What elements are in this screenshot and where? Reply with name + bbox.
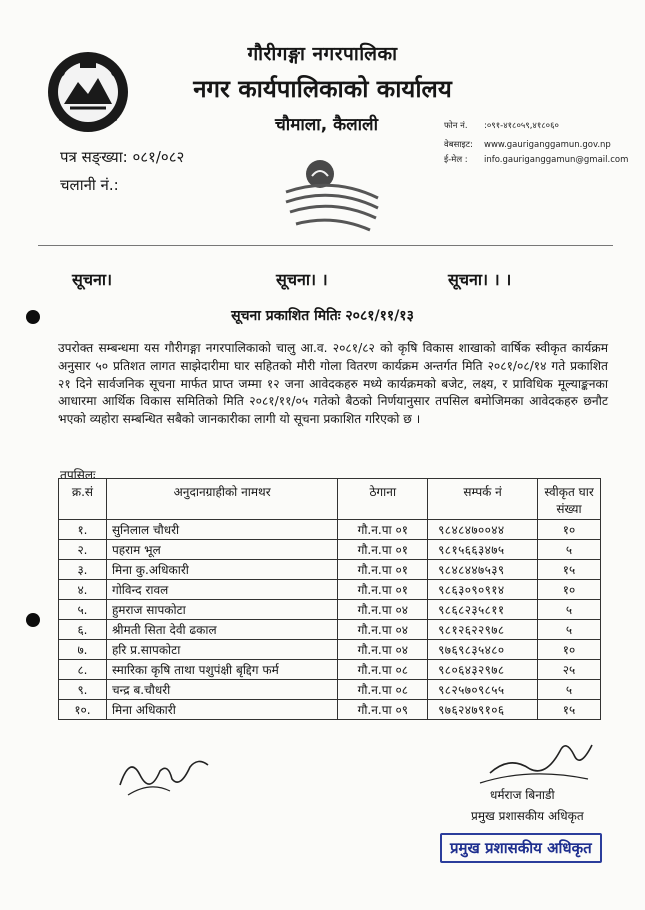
phone-line: [444, 120, 559, 131]
email-link[interactable]: info.gauriganggamun@gmail.com: [484, 155, 629, 165]
cell-name: चन्द्र ब.चौधरी: [106, 680, 337, 700]
cell-sn: ७.: [59, 640, 107, 660]
cell-phone: ९८१५६६३४७५: [428, 540, 538, 560]
cell-count: २५: [538, 660, 601, 680]
table-row: [59, 540, 601, 560]
cell-name: स्मारिका कृषि ताथा पशुपंक्षी बृद्दिग फर्म: [106, 660, 337, 680]
cell-sn: ६.: [59, 620, 107, 640]
signature-icon: [470, 725, 600, 790]
cell-phone: ९७६९८३५४८०: [428, 640, 538, 660]
officer-title: प्रमुख प्रशासकीय अधिकृत: [471, 809, 584, 823]
table-row: [59, 680, 601, 700]
cell-name: सुनिलाल चौधरी: [106, 520, 337, 540]
notice-label-2: सूचना। ।: [276, 270, 328, 289]
cell-address: गौ.न.पा ०४: [338, 640, 428, 660]
cell-sn: ८.: [59, 660, 107, 680]
cell-name: पहराम भूल: [106, 540, 337, 560]
office-name: नगर कार्यपालिकाको कार्यालय: [193, 75, 452, 103]
email-label: ई-मेल :: [444, 155, 468, 165]
signature-icon: [110, 745, 220, 805]
cell-sn: ३.: [59, 560, 107, 580]
table-row: [59, 640, 601, 660]
cell-address: गौ.न.पा ०४: [338, 600, 428, 620]
table-row: [59, 600, 601, 620]
cell-address: गौ.न.पा ०१: [338, 520, 428, 540]
cell-sn: ९.: [59, 680, 107, 700]
cell-name: हुमराज सापकोटा: [106, 600, 337, 620]
cell-address: गौ.न.पा ०१: [338, 560, 428, 580]
cell-count: १०: [538, 520, 601, 540]
cell-count: १५: [538, 560, 601, 580]
table-row: [59, 620, 601, 640]
website-link[interactable]: www.gauriganggamun.gov.np: [484, 140, 611, 150]
punch-hole: [26, 613, 40, 627]
cell-sn: १.: [59, 520, 107, 540]
col-header-phone: सम्पर्क नं: [428, 479, 538, 520]
officer-stamp: प्रमुख प्रशासकीय अधिकृत: [440, 833, 602, 863]
cell-phone: ९८६८२३५८११: [428, 600, 538, 620]
table-header-row: [59, 479, 601, 520]
letter-number: पत्र सङ्ख्या: ०८१/०८२: [60, 148, 185, 166]
website-line: [444, 139, 611, 150]
cell-name: श्रीमती सिता देवी ढकाल: [106, 620, 337, 640]
cell-phone: ९८४८४७००४४: [428, 520, 538, 540]
cell-name: मिना अधिकारी: [106, 700, 337, 720]
cell-address: गौ.न.पा ०४: [338, 620, 428, 640]
cell-phone: ९८६३०९०९१४: [428, 580, 538, 600]
cell-address: गौ.न.पा ०१: [338, 540, 428, 560]
cell-name: मिना कु.अधिकारी: [106, 560, 337, 580]
office-seal-icon: [278, 148, 388, 238]
cell-name: गोविन्द रावल: [106, 580, 337, 600]
col-header-sn: क्र.सं: [59, 479, 107, 520]
notice-label-3: सूचना। । ।: [448, 270, 512, 289]
table-row: [59, 560, 601, 580]
cell-sn: ४.: [59, 580, 107, 600]
phone-value: :०९१-४१८०५९,४१८०६०: [484, 121, 559, 131]
municipality-name: गौरीगङ्गा नगरपालिका: [247, 43, 398, 65]
cell-phone: ९८२५७०९८५५: [428, 680, 538, 700]
notice-label-1: सूचना।: [72, 270, 113, 289]
cell-phone: ९७६२४७९१०६: [428, 700, 538, 720]
table-row: [59, 580, 601, 600]
cell-count: १०: [538, 580, 601, 600]
cell-phone: ९८४८४४७५३९: [428, 560, 538, 580]
col-header-name: अनुदानग्राहीको नामथर: [106, 479, 337, 520]
cell-count: ५: [538, 620, 601, 640]
cell-sn: २.: [59, 540, 107, 560]
dispatch-number: चलानी नं.:: [60, 176, 119, 194]
notice-body: उपरोक्त सम्बन्धमा यस गौरीगङ्गा नगरपालिकाको चालु आ.व. २०८१/८२ को कृषि विकास शाखाको वार्षिक स्वीकृत कार्यक्रम अनुसार ५० प्रतिशत लागत साझेदारीमा घार सहितको मौरी गोला वितरण कार्यक्रम अन्तर्गत मिति २०८१/०८/१४ गते प्रकाशित २१ दिने सार्वजनिक सूचना मार्फत प्राप्त जम्मा १२ जना आवेदकहरु मध्ये कार्यक्रमको बजेट, लक्ष्य, र प्राविधिक मूल्याङ्कनका आधारमा आर्थिक विकास समितिको मिति २०८१/११/०५ गतेको बैठको निर्णयानुसार तपसिल बमोजिमका आवेदकहरु छनौट भएको व्यहोरा सम्बन्धित सबैको जानकारीका लागी यो सूचना प्रकाशित गरिएको छ ।: [58, 341, 608, 427]
cell-address: गौ.न.पा ०९: [338, 700, 428, 720]
website-label: वेबसाइट:: [444, 140, 473, 150]
cell-count: ५: [538, 600, 601, 620]
cell-sn: १०.: [59, 700, 107, 720]
email-line: [444, 154, 628, 165]
header-divider: [38, 245, 613, 246]
col-header-count: स्वीकृत घार संख्या: [538, 479, 601, 520]
phone-label: फोन नं.: [444, 121, 468, 131]
office-address: चौमाला, कैलाली: [275, 115, 378, 135]
cell-sn: ५.: [59, 600, 107, 620]
cell-phone: ९८१२६२२९७८: [428, 620, 538, 640]
beneficiary-table: [58, 478, 601, 720]
publish-date: सूचना प्रकाशित मितिः २०८१/११/१३: [231, 308, 414, 324]
table-row: [59, 700, 601, 720]
cell-count: १५: [538, 700, 601, 720]
cell-phone: ९८०६४३२९७८: [428, 660, 538, 680]
cell-name: हरि प्र.सापकोटा: [106, 640, 337, 660]
officer-name: धर्मराज बिनाडी: [490, 788, 555, 802]
details-label: तपसिलः: [60, 468, 96, 482]
cell-count: १०: [538, 640, 601, 660]
cell-count: ५: [538, 680, 601, 700]
cell-address: गौ.न.पा ०८: [338, 680, 428, 700]
cell-address: गौ.न.पा ०१: [338, 580, 428, 600]
cell-count: ५: [538, 540, 601, 560]
table-row: [59, 660, 601, 680]
table-row: [59, 520, 601, 540]
cell-address: गौ.न.पा ०८: [338, 660, 428, 680]
col-header-address: ठेगाना: [338, 479, 428, 520]
